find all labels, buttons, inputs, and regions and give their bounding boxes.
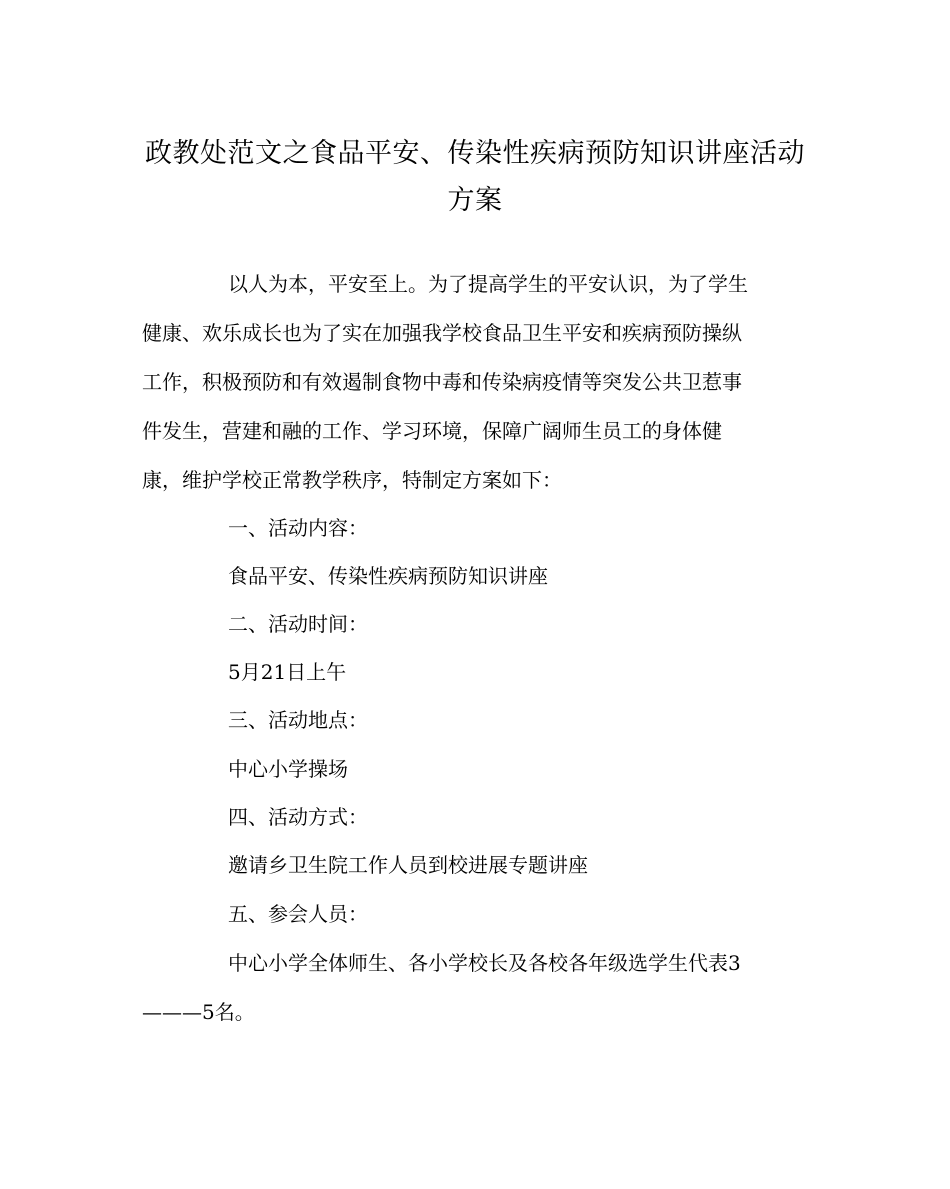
section-heading-attendees: 五、参会人员： — [228, 902, 368, 926]
intro-paragraph-line-1: 以人为本，平安至上。为了提高学生的平安认识，为了学生 — [228, 272, 748, 296]
document-title-line-1: 政教处范文之食品平安、传染性疾病预防知识讲座活动 — [145, 138, 805, 169]
section-text-method: 邀请乡卫生院工作人员到校进展专题讲座 — [228, 853, 588, 877]
section-heading-time: 二、活动时间： — [228, 612, 368, 636]
document-title-line-2: 方案 — [447, 185, 503, 216]
intro-paragraph-line-4: 件发生，营建和融的工作、学习环境，保障广阔师生员工的身体健 — [142, 419, 722, 443]
intro-paragraph-line-5: 康，维护学校正常教学秩序，特制定方案如下： — [142, 468, 562, 492]
section-text-time: 5月21日上午 — [228, 660, 347, 684]
section-text-content: 食品平安、传染性疾病预防知识讲座 — [228, 564, 548, 588]
section-text-location: 中心小学操场 — [228, 757, 348, 781]
section-text-attendees-line-2: ———5名。 — [142, 1000, 255, 1024]
intro-paragraph-line-3: 工作，积极预防和有效遏制食物中毒和传染病疫情等突发公共卫惹事 — [142, 370, 742, 394]
section-text-attendees-line-1: 中心小学全体师生、各小学校长及各校各年级选学生代表3 — [228, 951, 741, 975]
section-heading-method: 四、活动方式： — [228, 805, 368, 829]
section-heading-location: 三、活动地点： — [228, 708, 368, 732]
intro-paragraph-line-2: 健康、欢乐成长也为了实在加强我学校食品卫生平安和疾病预防操纵 — [142, 321, 742, 345]
section-heading-content: 一、活动内容： — [228, 516, 368, 540]
